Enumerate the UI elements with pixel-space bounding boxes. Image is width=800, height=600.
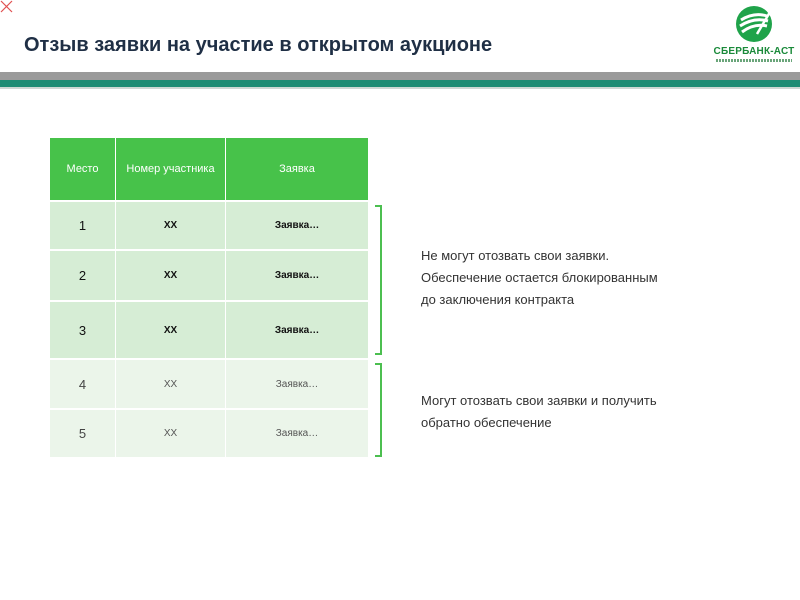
- table-row: [50, 250, 369, 301]
- logo-wordmark: СБЕРБАНК-АСТ: [713, 46, 795, 57]
- header-rule-gray: [0, 72, 800, 80]
- close-mark-icon: [0, 0, 14, 14]
- place-cell: 3: [50, 301, 116, 359]
- sberbank-logo-icon: [734, 4, 774, 44]
- table-header-row: [50, 138, 369, 201]
- participant-cell: ХХ: [116, 201, 226, 250]
- locked-note-line-3: до заключения контракта: [421, 292, 575, 307]
- bid-cell: Заявка…: [226, 250, 369, 301]
- bids-table: [50, 138, 369, 457]
- slide-title: Отзыв заявки на участие в открытом аукционе: [24, 34, 493, 56]
- table-row: [50, 201, 369, 250]
- place-cell: 4: [50, 359, 116, 409]
- table-row: [50, 301, 369, 359]
- participant-cell: ХХ: [116, 301, 226, 359]
- column-header-place: Место: [50, 138, 116, 201]
- participant-cell: ХХ: [116, 409, 226, 457]
- free-group-note: [421, 390, 761, 434]
- column-header-participant: Номер участника: [116, 138, 226, 201]
- bid-cell: Заявка…: [226, 201, 369, 250]
- bid-cell: Заявка…: [226, 409, 369, 457]
- locked-group-note: [421, 245, 761, 311]
- place-cell: 2: [50, 250, 116, 301]
- header-rule-green: [0, 80, 800, 87]
- sberbank-ast-logo: [712, 4, 796, 70]
- bid-cell: Заявка…: [226, 359, 369, 409]
- table-row: [50, 409, 369, 457]
- place-cell: 1: [50, 201, 116, 250]
- free-note-line-2: обратно обеспечение: [421, 415, 552, 430]
- participant-cell: ХХ: [116, 359, 226, 409]
- logo-tagline-stripe: [716, 59, 792, 62]
- place-cell: 5: [50, 409, 116, 457]
- free-note-line-1: Могут отозвать свои заявки и получить: [421, 393, 657, 408]
- participant-cell: ХХ: [116, 250, 226, 301]
- header-rule-light: [0, 87, 800, 89]
- locked-note-line-1: Не могут отозвать свои заявки.: [421, 248, 610, 263]
- free-group-bracket-icon: [372, 362, 390, 458]
- bid-cell: Заявка…: [226, 301, 369, 359]
- locked-note-line-2: Обеспечение остается блокированным: [421, 270, 658, 285]
- locked-group-bracket-icon: [372, 204, 390, 358]
- column-header-bid: Заявка: [226, 138, 369, 201]
- table-row: [50, 359, 369, 409]
